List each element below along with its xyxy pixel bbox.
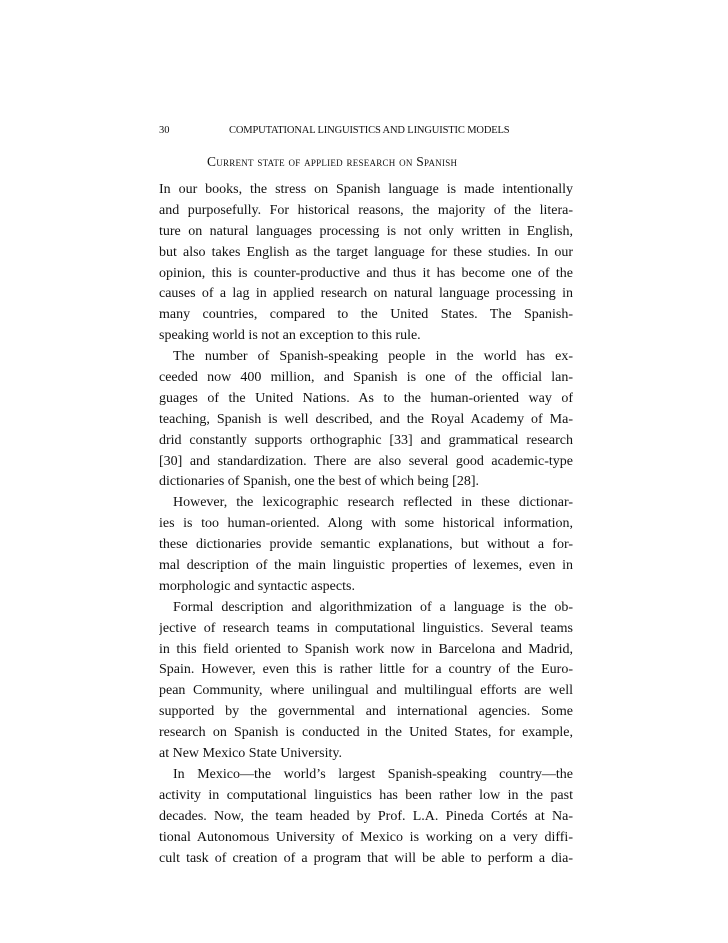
text-line: decades. Now, the team headed by Prof. L.A. Pineda Cortés at Na- bbox=[159, 808, 573, 824]
paragraph-first-line: In Mexico—the world’s largest Spanish-speaking country—the bbox=[173, 766, 573, 782]
text-line: and purposefully. For historical reasons, the majority of the litera- bbox=[159, 202, 573, 218]
text-line: [30] and standardization. There are also several good academic-type bbox=[159, 453, 573, 469]
text-line: many countries, compared to the United States. The Spanish- bbox=[159, 307, 573, 323]
paragraph-first-line: Formal description and algorithmization of a language is the ob- bbox=[173, 599, 573, 615]
text-line: pean Community, where unilingual and multilingual efforts are well bbox=[159, 683, 573, 699]
text-line: activity in computational linguistics has been rather low in the past bbox=[159, 787, 573, 803]
page-number: 30 bbox=[159, 125, 170, 136]
running-head bbox=[159, 124, 573, 138]
text-line: morphologic and syntactic aspects. bbox=[159, 578, 355, 594]
text-line: opinion, this is counter-productive and thus it has become one of the bbox=[159, 265, 573, 281]
text-line: supported by the governmental and international agencies. Some bbox=[159, 704, 573, 720]
text-line: at New Mexico State University. bbox=[159, 746, 342, 762]
running-title: COMPUTATIONAL LINGUISTICS AND LINGUISTIC MODELS bbox=[229, 125, 510, 136]
text-line: speaking world is not an exception to this rule. bbox=[159, 328, 421, 344]
text-line: causes of a lag in applied research on natural language processing in bbox=[159, 286, 573, 302]
text-line: In our books, the stress on Spanish language is made intentionally bbox=[159, 182, 573, 197]
text-line: in this field oriented to Spanish work now in Barcelona and Madrid, bbox=[159, 641, 573, 657]
text-line: ies is too human-oriented. Along with some historical information, bbox=[159, 516, 573, 532]
text-line: teaching, Spanish is well described, and the Royal Academy of Ma- bbox=[159, 411, 573, 427]
text-line: but also takes English as the target language for these studies. In our bbox=[159, 244, 573, 260]
text-line: drid constantly supports orthographic [33] and grammatical research bbox=[159, 432, 573, 448]
text-line: guages of the United Nations. As to the human-oriented way of bbox=[159, 390, 573, 406]
text-line: ceeded now 400 million, and Spanish is one of the official lan- bbox=[159, 370, 573, 386]
body-text bbox=[159, 180, 573, 869]
text-line: mal description of the main linguistic properties of lexemes, even in bbox=[159, 558, 573, 574]
text-line: research on Spanish is conducted in the United States, for example, bbox=[159, 725, 573, 741]
text-line: Spain. However, even this is rather little for a country of the Euro- bbox=[159, 662, 573, 678]
text-line: cult task of creation of a program that will be able to perform a dia- bbox=[159, 850, 573, 866]
text-line: these dictionaries provide semantic explanations, but without a for- bbox=[159, 537, 573, 553]
text-line: jective of research teams in computational linguistics. Several teams bbox=[159, 620, 573, 636]
section-title: Current state of applied research on Spanish bbox=[207, 154, 458, 169]
text-line: tional Autonomous University of Mexico is working on a very diffi- bbox=[159, 829, 573, 845]
text-line: ture on natural languages processing is not only written in English, bbox=[159, 223, 573, 239]
paragraph-first-line: However, the lexicographic research reflected in these dictionar- bbox=[173, 495, 573, 511]
paragraph-first-line: The number of Spanish-speaking people in the world has ex- bbox=[173, 349, 573, 365]
text-line: dictionaries of Spanish, one the best of which being [28]. bbox=[159, 474, 479, 490]
